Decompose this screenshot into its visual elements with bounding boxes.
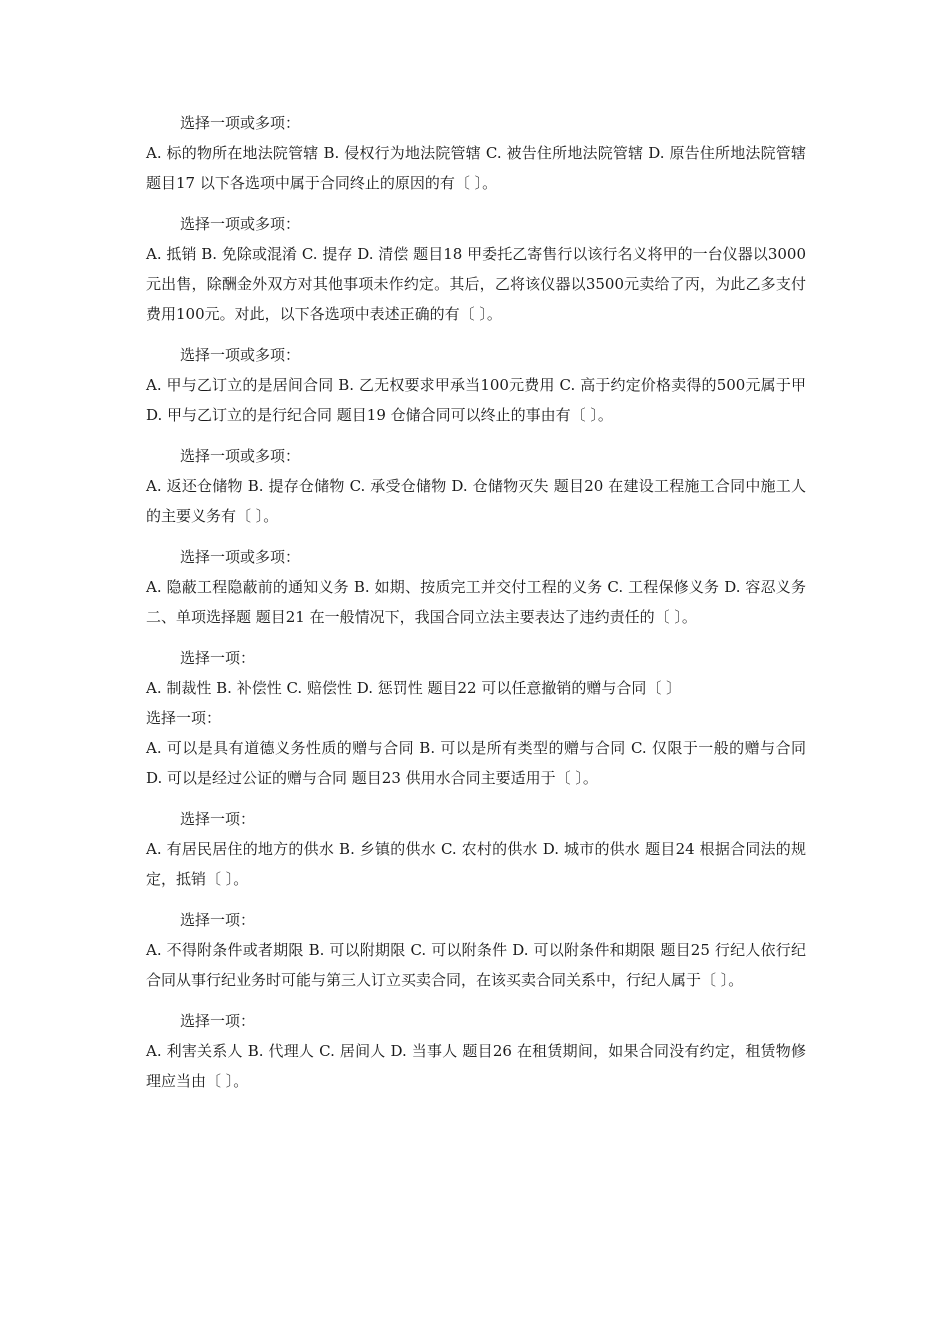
selection-prompt: 选择一项：	[180, 911, 256, 929]
question-block	[146, 542, 806, 632]
document-page	[146, 108, 806, 1107]
selection-prompt: 选择一项或多项：	[180, 447, 301, 465]
options-text: A. 利害关系人 B. 代理人 C. 居间人 D. 当事人 题目26 在租赁期间，如果合同没有约定，租赁物修理应当由〔 〕。	[146, 1042, 806, 1090]
options-text: A. 甲与乙订立的是居间合同 B. 乙无权要求甲承当100元费用 C. 高于约定价格卖得的500元属于甲 D. 甲与乙订立的是行纪合同 题目19 仓储合同可以终止的事由有〔 〕。	[146, 376, 806, 424]
question-block	[146, 804, 806, 894]
question-block	[146, 1006, 806, 1096]
question-block	[146, 703, 806, 793]
question-block	[146, 209, 806, 329]
options-text: A. 抵销 B. 免除或混淆 C. 提存 D. 清偿 题目18 甲委托乙寄售行以该行名义将甲的一台仪器以3000元出售，除酬金外双方对其他事项未作约定。其后，乙将该仪器以3500元卖给了丙，为此乙多支付费用100元。对此，以下各选项中表述正确的有〔 〕。	[146, 245, 806, 323]
selection-prompt: 选择一项：	[180, 649, 256, 667]
options-text: A. 可以是具有道德义务性质的赠与合同 B. 可以是所有类型的赠与合同 C. 仅限于一般的赠与合同 D. 可以是经过公证的赠与合同 题目23 供用水合同主要适用于〔 〕。	[146, 739, 806, 787]
selection-prompt: 选择一项或多项：	[180, 548, 301, 566]
selection-prompt: 选择一项或多项：	[180, 346, 301, 364]
selection-prompt: 选择一项：	[180, 1012, 256, 1030]
selection-prompt: 选择一项：	[180, 810, 256, 828]
options-text: A. 有居民居住的地方的供水 B. 乡镇的供水 C. 农村的供水 D. 城市的供水 题目24 根据合同法的规定，抵销〔 〕。	[146, 840, 806, 888]
options-text: A. 不得附条件或者期限 B. 可以附期限 C. 可以附条件 D. 可以附条件和期限 题目25 行纪人依行纪合同从事行纪业务时可能与第三人订立买卖合同，在该买卖合同关系中，行纪人属于〔 〕。	[146, 941, 806, 989]
question-block	[146, 108, 806, 198]
selection-prompt: 选择一项：	[146, 709, 222, 727]
selection-prompt: 选择一项或多项：	[180, 114, 301, 132]
selection-prompt: 选择一项或多项：	[180, 215, 301, 233]
question-block	[146, 340, 806, 430]
options-text: A. 返还仓储物 B. 提存仓储物 C. 承受仓储物 D. 仓储物灭失 题目20 在建设工程施工合同中施工人的主要义务有〔 〕。	[146, 477, 806, 525]
question-block	[146, 905, 806, 995]
options-text: A. 标的物所在地法院管辖 B. 侵权行为地法院管辖 C. 被告住所地法院管辖 D. 原告住所地法院管辖 题目17 以下各选项中属于合同终止的原因的有〔 〕。	[146, 144, 806, 192]
question-block	[146, 441, 806, 531]
options-text: A. 隐蔽工程隐蔽前的通知义务 B. 如期、按质完工并交付工程的义务 C. 工程保修义务 D. 容忍义务 二、单项选择题 题目21 在一般情况下，我国合同立法主要表达了违约责任的〔 〕。	[146, 578, 806, 626]
options-text: A. 制裁性 B. 补偿性 C. 赔偿性 D. 惩罚性 题目22 可以任意撤销的赠与合同〔 〕	[146, 679, 682, 697]
question-block	[146, 643, 806, 703]
